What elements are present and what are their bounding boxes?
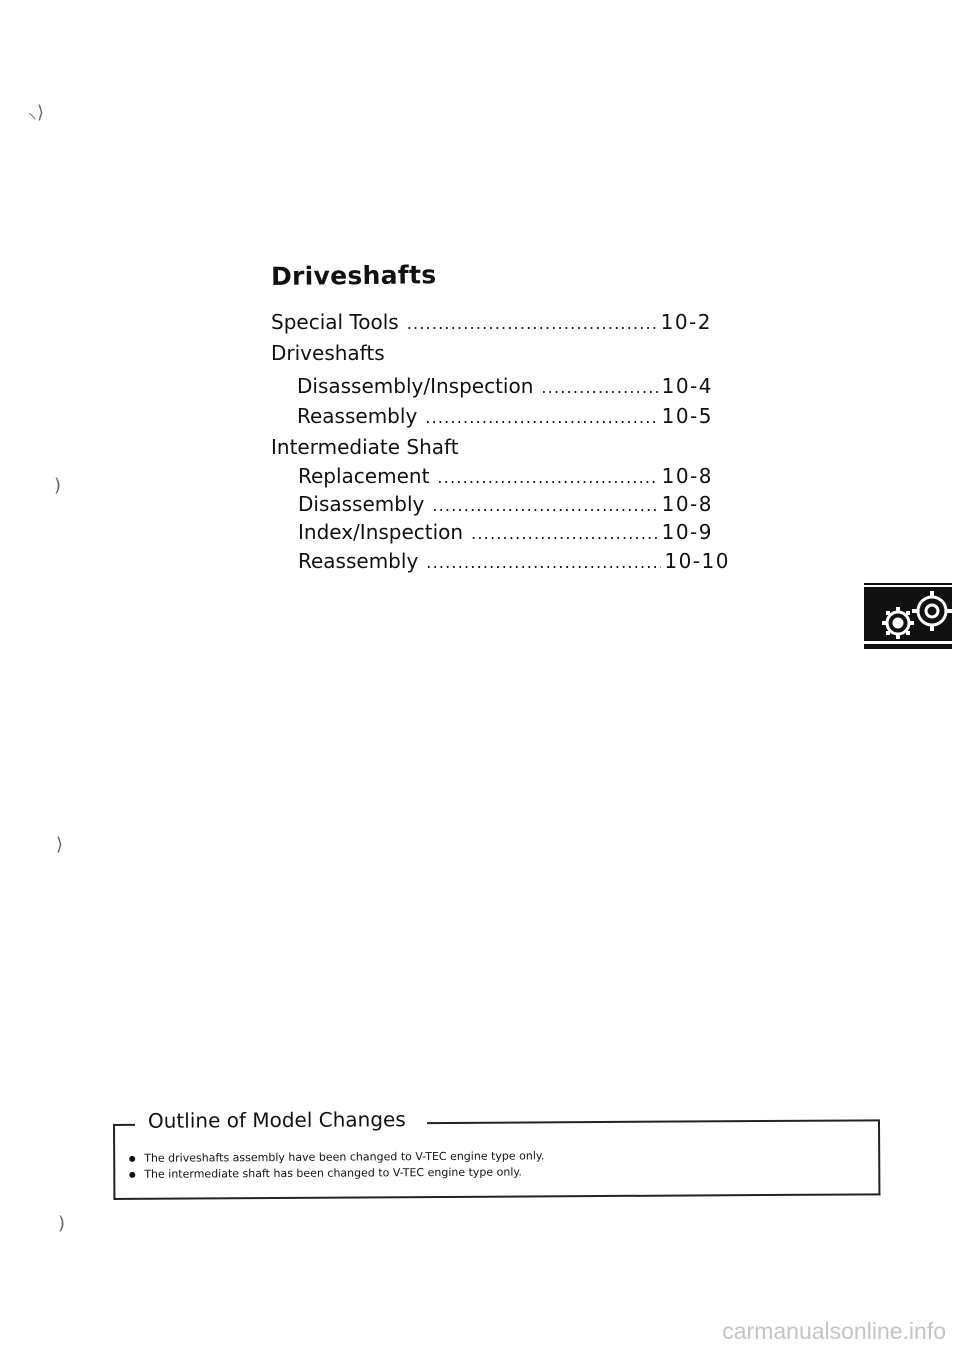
- scan-mark: ): [58, 1213, 66, 1234]
- gears-icon: [864, 583, 952, 649]
- toc-item-page: 10-2: [660, 310, 712, 334]
- toc-item-index-inspection[interactable]: [298, 518, 713, 546]
- outline-bullet-list: [129, 1148, 544, 1183]
- toc-leader-dots: [471, 520, 659, 548]
- toc-item-label: Index/Inspection: [298, 520, 464, 544]
- scan-mark: ⟩: [56, 834, 64, 855]
- toc-leader-dots: [432, 492, 658, 520]
- gear-section-icon: [864, 583, 952, 649]
- toc-item-page: 10-5: [661, 404, 713, 428]
- toc-leader-dots: [541, 374, 658, 402]
- outline-of-model-changes-box: [113, 1107, 880, 1200]
- toc-item-page: 10-9: [661, 520, 713, 544]
- bullet-text: The intermediate shaft has been changed to V-TEC engine type only.: [144, 1165, 522, 1181]
- watermark: carmanualsonline.info: [722, 1318, 946, 1344]
- scan-mark: ⸜⟩: [28, 102, 45, 123]
- toc-item-reassembly-2[interactable]: [298, 547, 730, 575]
- toc-item-page: 10-4: [661, 374, 713, 398]
- toc-item-page: 10-10: [664, 549, 730, 573]
- toc-item-label: Replacement: [298, 464, 430, 488]
- toc-leader-dots: [426, 549, 661, 577]
- toc-item-label: Disassembly/Inspection: [297, 374, 534, 398]
- toc-item-label: Disassembly: [298, 492, 425, 516]
- page-title: Driveshafts: [270, 260, 437, 291]
- toc-item-special-tools[interactable]: [271, 308, 712, 336]
- bullet-icon: [129, 1172, 135, 1178]
- box-top-rule-left: [113, 1124, 135, 1126]
- toc-item-page: 10-8: [661, 492, 713, 516]
- outline-title: Outline of Model Changes: [145, 1107, 409, 1133]
- toc-leader-dots: [425, 404, 658, 432]
- toc-item-label: Special Tools: [271, 310, 399, 334]
- list-item: [129, 1164, 544, 1183]
- toc-leader-dots: [437, 464, 658, 492]
- bullet-text: The driveshafts assembly have been changed to V-TEC engine type only.: [144, 1149, 545, 1165]
- toc-heading-driveshafts: Driveshafts: [271, 341, 385, 365]
- bullet-icon: [129, 1156, 135, 1162]
- toc-item-page: 10-8: [661, 464, 713, 488]
- toc-item-replacement[interactable]: [298, 462, 713, 490]
- toc-item-disassembly[interactable]: [298, 490, 713, 518]
- toc-item-reassembly[interactable]: [297, 402, 713, 430]
- toc-item-disassembly-inspection[interactable]: [297, 372, 713, 400]
- toc-item-label: Reassembly: [298, 549, 419, 573]
- toc-heading-intermediate-shaft: Intermediate Shaft: [271, 435, 459, 459]
- toc-item-label: Reassembly: [297, 404, 418, 428]
- scan-mark: ): [54, 475, 62, 496]
- toc-leader-dots: [407, 310, 658, 338]
